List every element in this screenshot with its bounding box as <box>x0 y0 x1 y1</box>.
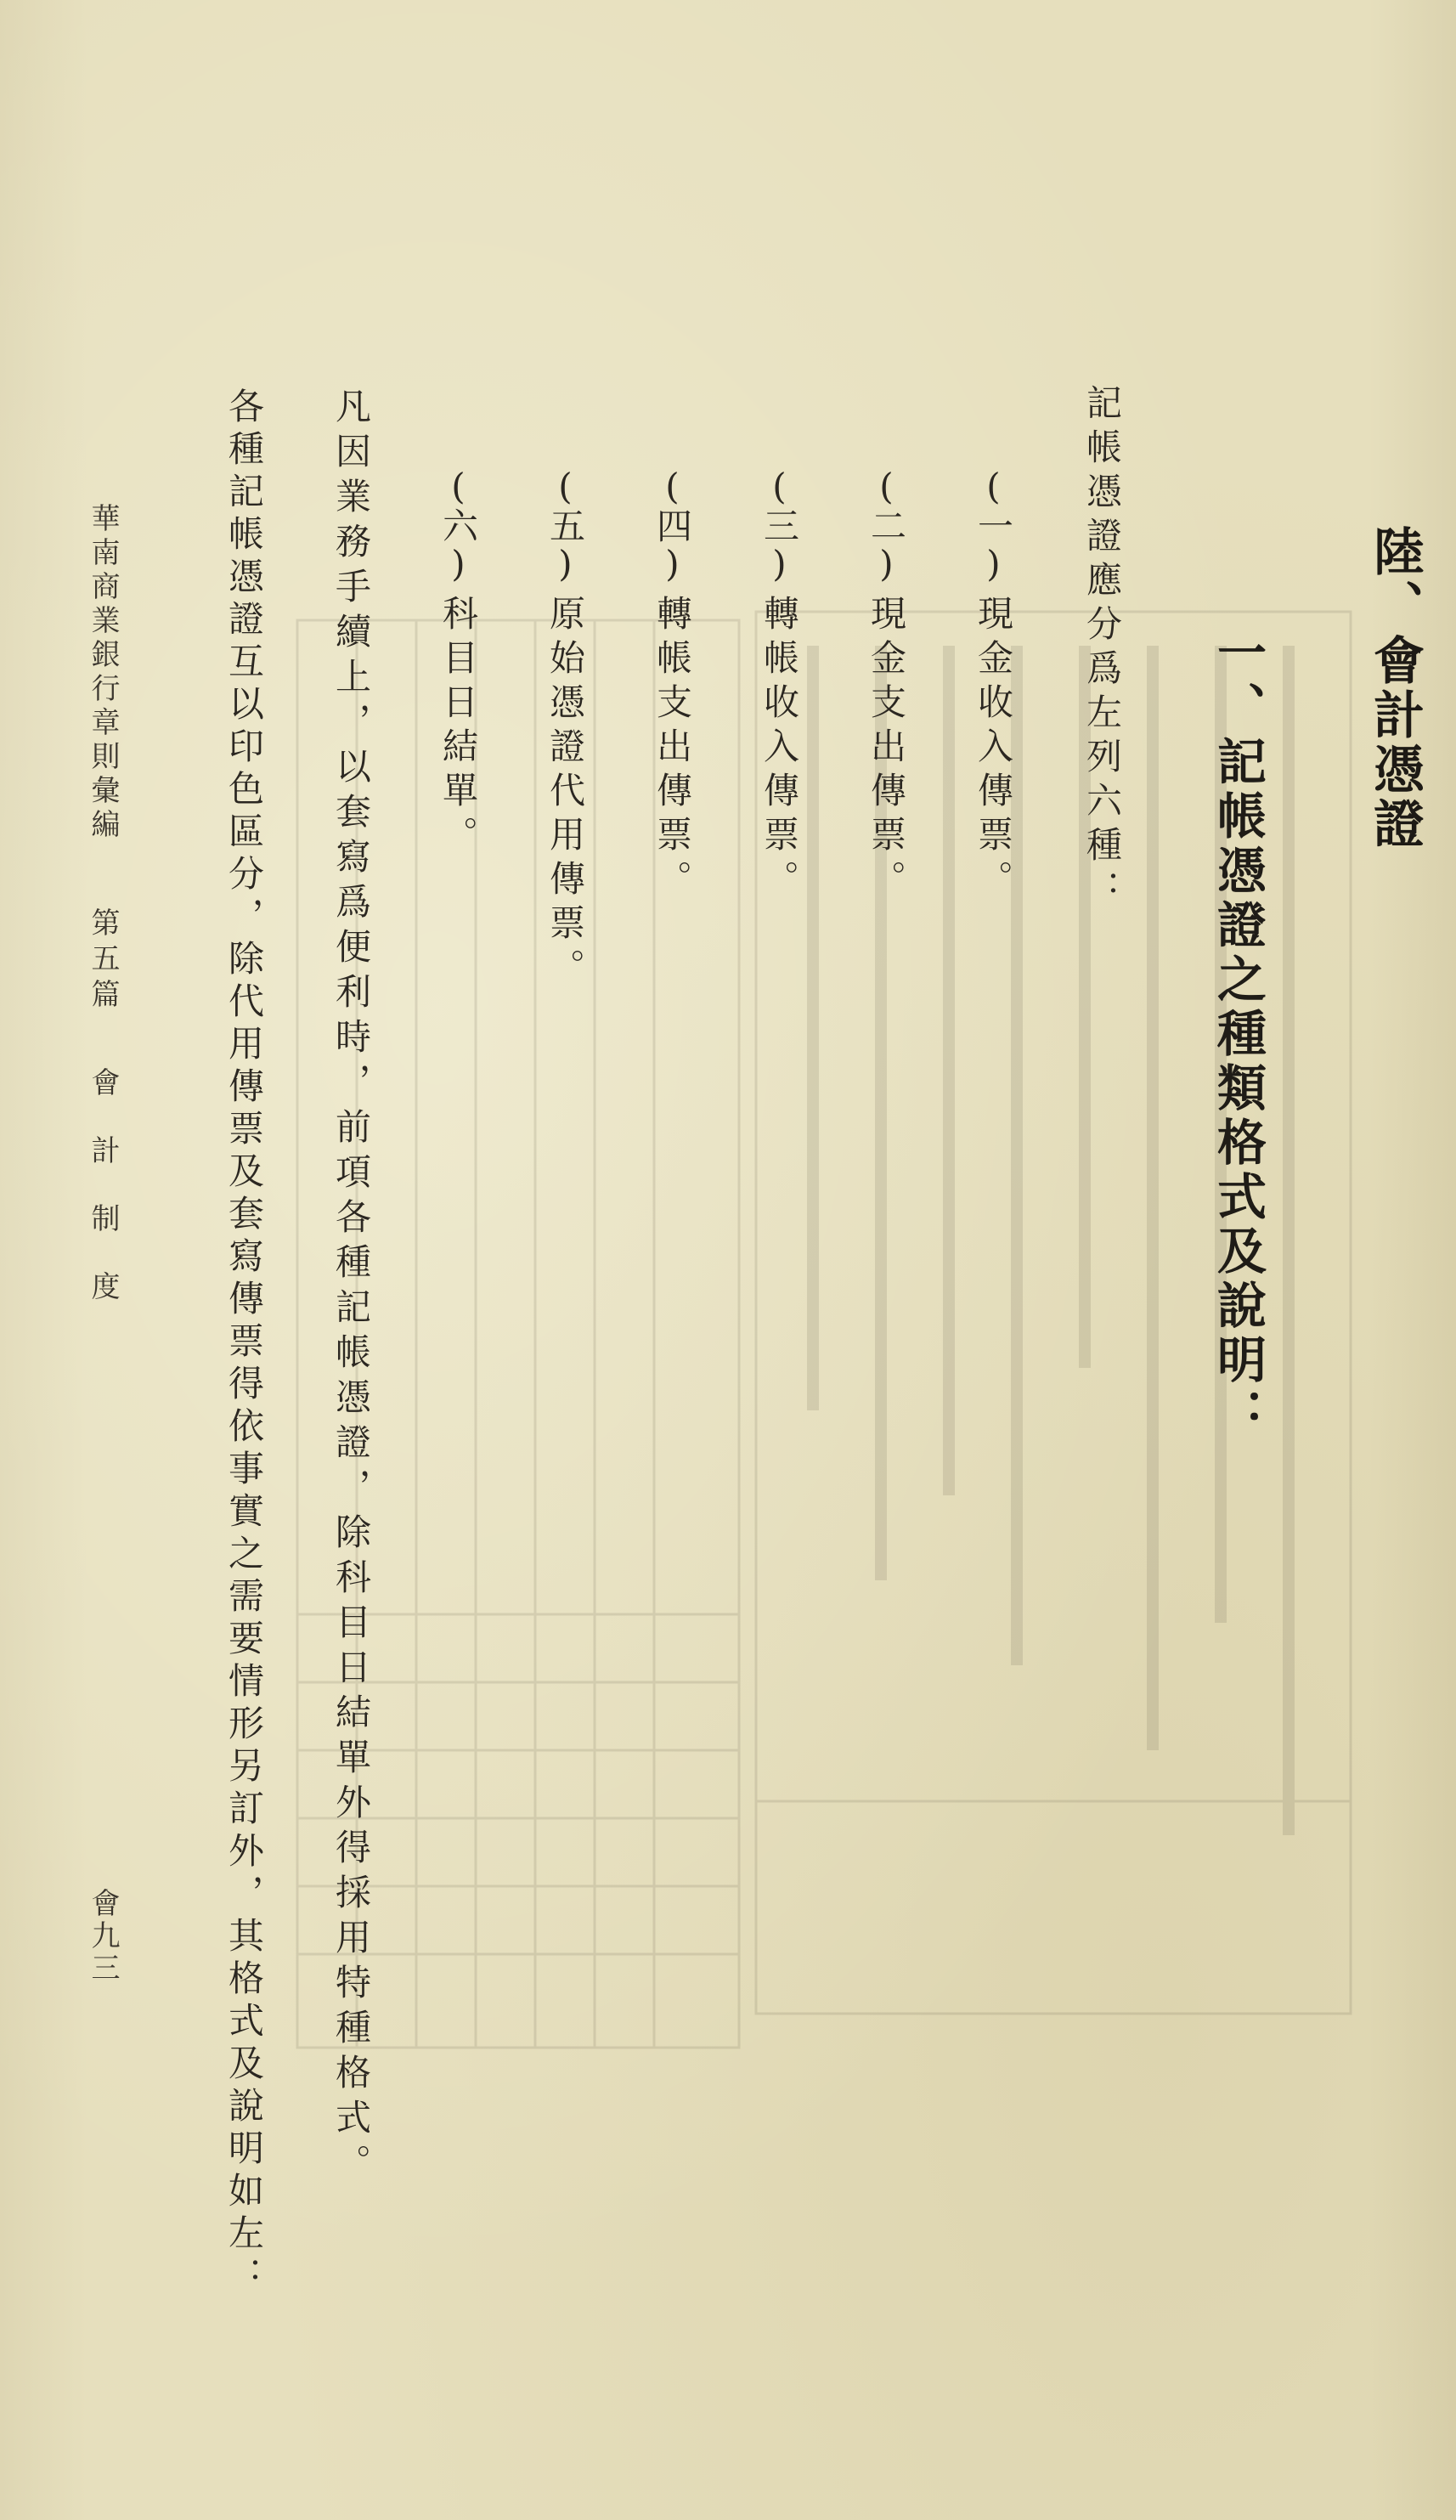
list-item-number: (二) <box>866 466 907 585</box>
list-item-text: 現金支出傳票。 <box>866 595 907 904</box>
list-item-number: (四) <box>652 466 693 585</box>
list-item <box>437 466 479 860</box>
footer-part: 第五篇 <box>86 907 120 1014</box>
list-item-number: (三) <box>759 466 800 585</box>
paragraph: 各種記帳憑證互以印色區分，除代用傳票及套寫傳票得依事實之需要情形另訂外，其格式及說明如左： <box>223 387 265 2299</box>
footer-chapter: 會 計 制 度 <box>86 1067 120 1305</box>
list-item-number: (六) <box>437 466 479 585</box>
list-item-text: 現金收入傳票。 <box>973 595 1014 904</box>
list-item-text: 轉帳支出傳票。 <box>652 595 693 904</box>
list-item-text: 轉帳收入傳票。 <box>759 595 800 904</box>
list-item <box>866 466 907 904</box>
list-item <box>652 466 693 904</box>
page-number: 會九三 <box>86 1888 120 1985</box>
list-item <box>545 466 586 992</box>
list-item-number: (一) <box>973 466 1014 585</box>
section-title: 陸、會計憑證 <box>1365 525 1425 851</box>
list-item <box>759 466 800 904</box>
footer-book-title: 華南商業銀行章則彙編 <box>86 503 120 843</box>
list-item-text: 科目日結單。 <box>437 595 479 860</box>
paragraph: 凡因業務手續上，以套寫爲便利時，前項各種記帳憑證，除科目日結單外得採用特種格式。 <box>330 387 372 2189</box>
intro-text: 記帳憑證應分爲左列六種： <box>1081 384 1123 914</box>
subsection-title: 一、記帳憑證之種類格式及說明： <box>1209 627 1267 1443</box>
list-item-number: (五) <box>545 466 586 585</box>
list-item <box>973 466 1014 904</box>
list-item-text: 原始憑證代用傳票。 <box>545 595 586 992</box>
